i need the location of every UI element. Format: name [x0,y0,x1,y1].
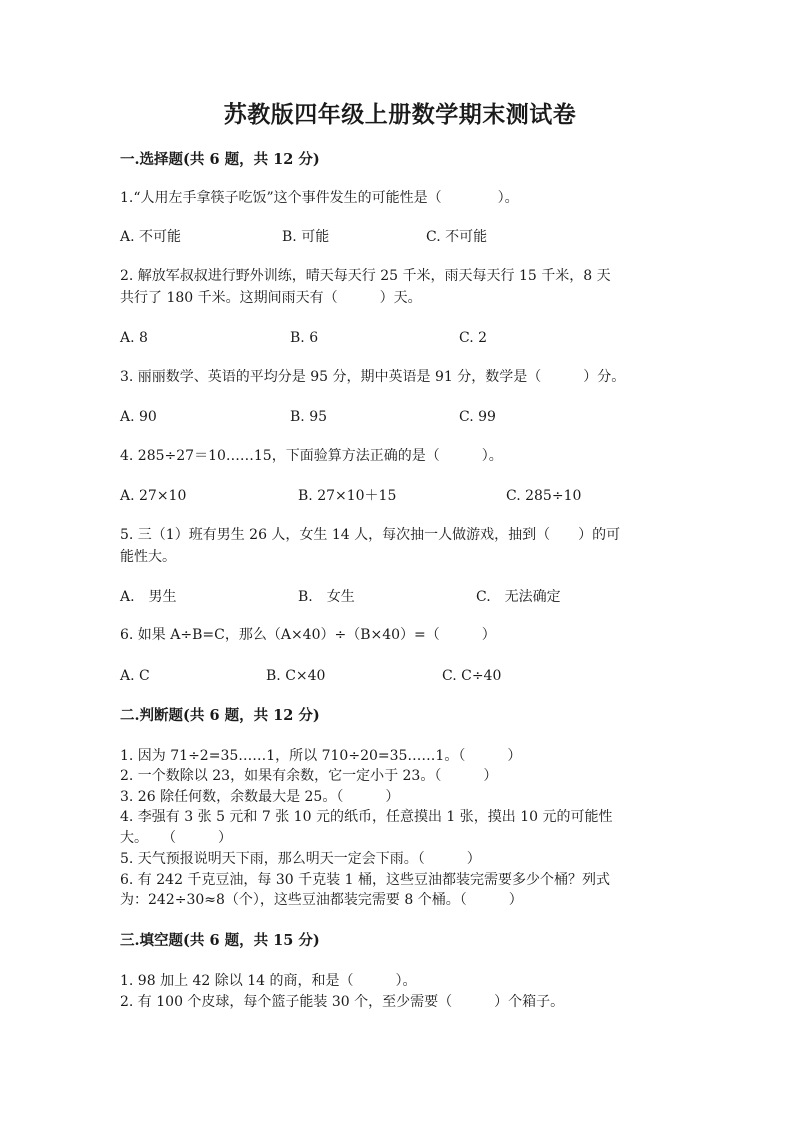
option-b: B. C×40 [266,668,326,684]
question-text: 1.“人用左手拿筷子吃饭”这个事件发生的可能性是（ ）。 [120,190,519,206]
option-b: B. 女生 [298,589,355,605]
question-text: 4. 285÷27＝10……15，下面验算方法正确的是（ ）。 [120,448,503,464]
option-a: A. 90 [120,409,157,425]
judgement-item: 4. 李强有 3 张 5 元和 7 张 10 元的纸币，任意摸出 1 张，摸出 10 元的可能性 [120,809,613,825]
question-text: 3. 丽丽数学、英语的平均分是 95 分，期中英语是 91 分，数学是（ ）分。 [120,369,626,385]
option-c: C. 不可能 [426,229,488,245]
option-b: B. 95 [290,409,328,425]
judgement-item: 1. 因为 71÷2=35……1，所以 710÷20=35……1。（ ） [120,748,522,764]
option-a: A. C [120,668,150,684]
option-a: A. 不可能 [120,229,182,245]
judgement-item: 2. 一个数除以 23，如果有余数，它一定小于 23。（ ） [120,768,498,784]
option-c: C. 99 [459,409,496,425]
option-b: B. 27×10＋15 [298,488,397,504]
question-text: 能性大。 [120,549,176,565]
judgement-item: 大。 （ ） [120,830,232,846]
option-b: B. 可能 [282,229,330,245]
option-b: B. 6 [290,330,319,346]
option-a: A. 男生 [120,589,177,605]
option-c: C. 285÷10 [506,488,582,504]
section-header-fill: 三.填空题(共 6 题，共 15 分) [120,932,320,949]
section-header-choice: 一.选择题(共 6 题，共 12 分) [120,151,320,168]
option-a: A. 8 [120,330,148,346]
question-text: 6. 如果 A÷B=C，那么（A×40）÷（B×40）=（ ） [120,627,496,643]
judgement-item: 5. 天气预报说明天下雨，那么明天一定会下雨。（ ） [120,851,481,867]
question-text: 5. 三（1）班有男生 26 人，女生 14 人，每次抽一人做游戏，抽到（ ）的可 [120,527,621,543]
section-header-judgement: 二.判断题(共 6 题，共 12 分) [120,707,320,724]
judgement-item: 6. 有 242 千克豆油，每 30 千克装 1 桶，这些豆油都装完需要多少个桶？列式 [120,872,610,888]
page-title: 苏教版四年级上册数学期末测试卷 [223,101,577,128]
fill-item: 2. 有 100 个皮球，每个篮子能装 30 个，至少需要（ ）个箱子。 [120,994,565,1010]
judgement-item: 3. 26 除任何数，余数最大是 25。（ ） [120,789,400,805]
option-a: A. 27×10 [120,488,187,504]
question-text: 2. 解放军叔叔进行野外训练，晴天每天行 25 千米，雨天每天行 15 千米，8 天 [120,268,611,284]
question-text: 共行了 180 千米。这期间雨天有（ ）天。 [120,290,422,306]
option-c: C. 2 [459,330,488,346]
fill-item: 1. 98 加上 42 除以 14 的商，和是（ ）。 [120,973,417,989]
judgement-item: 为：242÷30≈8（个），这些豆油都装完需要 8 个桶。（ ） [120,892,523,908]
option-c: C. C÷40 [442,668,502,684]
option-c: C. 无法确定 [476,589,561,605]
